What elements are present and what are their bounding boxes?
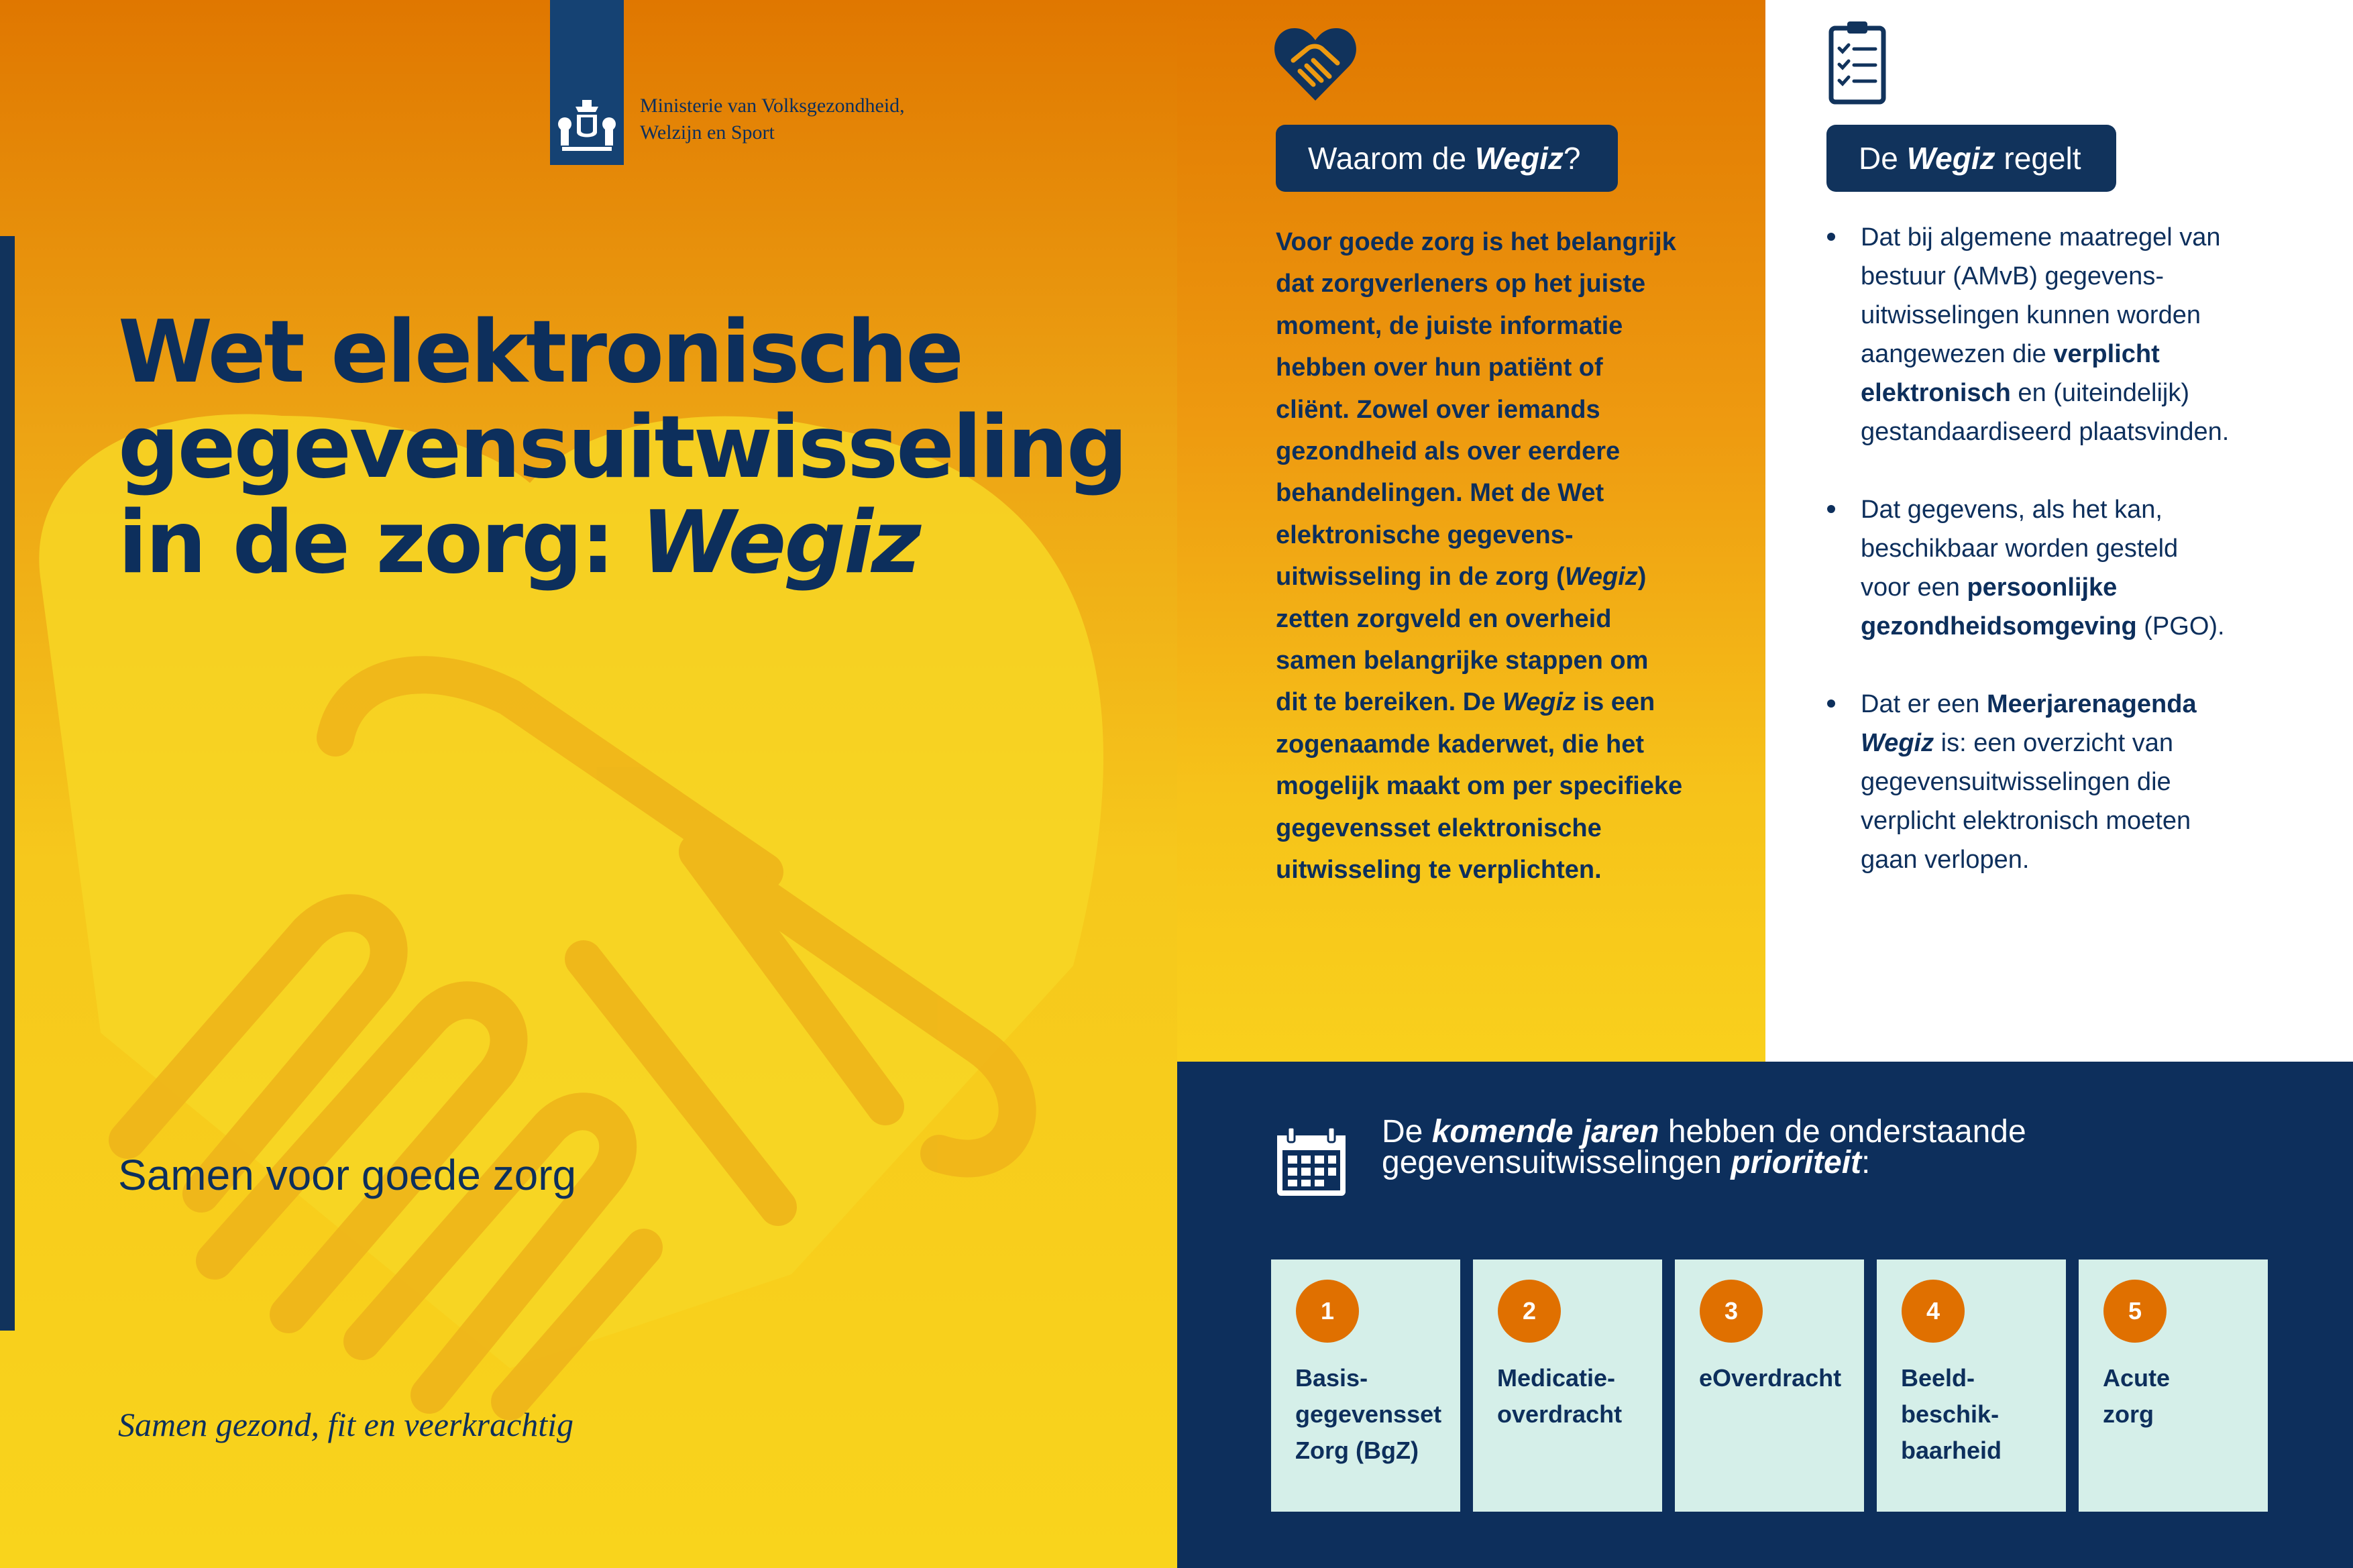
- rules-bullet-2: [1826, 490, 2336, 646]
- why-line: hebben over hun patiënt of: [1276, 353, 1603, 382]
- priorities-em: prioriteit: [1731, 1145, 1862, 1180]
- rules-list: [1826, 218, 2336, 918]
- rules-line: beschikbaar worden gesteld: [1861, 535, 2179, 563]
- crest-icon: [550, 97, 624, 154]
- rules-line: Dat gegevens, als het kan,: [1861, 496, 2163, 524]
- title-line-1: Wet elektronische: [118, 302, 963, 402]
- ministry-line-1: Ministerie van Volksgezondheid,: [640, 95, 905, 117]
- logo-ribbon: [550, 0, 624, 165]
- why-line: dat zorgverleners op het juiste: [1276, 270, 1646, 298]
- rules-line: [1861, 685, 2336, 724]
- priorities-text: De: [1382, 1114, 1432, 1150]
- priority-number-badge: 2: [1498, 1280, 1561, 1343]
- why-wegiz: Wegiz: [1564, 563, 1638, 592]
- why-heading: [1276, 125, 1618, 192]
- rules-line: uitwisselingen kunnen worden: [1861, 301, 2201, 329]
- heart-handshake-icon: [1273, 25, 1358, 103]
- priority-label-line: Beeld-: [1901, 1364, 1975, 1392]
- priority-label-line: Basis-: [1295, 1364, 1368, 1392]
- rules-bold: elektronisch: [1861, 379, 2011, 407]
- rules-heading-prefix: De: [1859, 141, 1907, 176]
- title-line-2: gegevensuitwisseling: [118, 398, 1126, 498]
- why-panel: [1177, 0, 1765, 1062]
- why-line: cliënt. Zowel over iemands: [1276, 395, 1600, 424]
- why-text: ): [1637, 563, 1647, 592]
- priority-label: [1295, 1360, 1456, 1469]
- rules-line: gestandaardiseerd plaatsvinden.: [1861, 418, 2230, 446]
- rules-text: voor een: [1861, 573, 1967, 602]
- why-line: Voor goede zorg is het belangrijk: [1276, 228, 1676, 256]
- priorities-text: gegevensuitwisselingen: [1382, 1145, 1731, 1180]
- priorities-panel: [1177, 1062, 2353, 1568]
- priorities-text: :: [1861, 1145, 1871, 1180]
- why-text: uitwisseling in de zorg (: [1276, 563, 1565, 592]
- rules-line: verplicht elektronisch moeten: [1861, 807, 2191, 835]
- priority-label-line: baarheid: [1901, 1437, 2002, 1464]
- priority-number-badge: 3: [1700, 1280, 1763, 1343]
- rules-text: en (uiteindelijk): [2010, 379, 2190, 407]
- why-wegiz: Wegiz: [1502, 688, 1576, 717]
- why-line: moment, de juiste informatie: [1276, 311, 1623, 340]
- rules-heading-suffix: regelt: [1995, 141, 2081, 176]
- rules-panel: [1765, 0, 2353, 1062]
- priorities-heading-line-2: [1382, 1147, 2321, 1178]
- rules-heading-wegiz: Wegiz: [1906, 141, 1995, 176]
- rules-line: [1861, 607, 2336, 646]
- rules-text: aangewezen die: [1861, 340, 2054, 368]
- rules-line: [1861, 568, 2336, 607]
- priority-label-line: Medicatie-: [1497, 1364, 1616, 1392]
- why-heading-wegiz: Wegiz: [1474, 141, 1564, 176]
- subtitle: Samen voor goede zorg: [118, 1151, 577, 1199]
- why-line: zetten zorgveld en overheid: [1276, 604, 1612, 633]
- rules-bullet-1: [1826, 218, 2336, 451]
- why-line: [1276, 681, 1745, 723]
- why-line: gegevensset elektronische: [1276, 814, 1602, 842]
- rules-line: gegevensuitwisselingen die: [1861, 768, 2171, 796]
- priorities-heading-line-1: [1382, 1114, 2321, 1150]
- priority-label-line: gegevensset: [1295, 1400, 1442, 1428]
- ministry-name: [640, 93, 989, 146]
- priority-label: [1699, 1360, 1860, 1396]
- priority-label-line: Acute: [2103, 1364, 2171, 1392]
- why-line: elektronische gegevens-: [1276, 520, 1574, 549]
- priorities-heading: [1382, 1114, 2321, 1180]
- rules-bold: verplicht: [2053, 340, 2160, 368]
- title-line-3-text: in de zorg:: [118, 493, 641, 593]
- why-line: mogelijk maakt om per specifieke: [1276, 772, 1683, 801]
- priority-card-2: [1473, 1259, 1662, 1512]
- rules-bullet-3: [1826, 685, 2336, 879]
- priority-number-badge: 1: [1296, 1280, 1359, 1343]
- priority-label-line: eOverdracht: [1699, 1364, 1842, 1392]
- why-line: zogenaamde kaderwet, die het: [1276, 730, 1645, 759]
- priorities-em: komende jaren: [1431, 1114, 1659, 1150]
- rules-bold: persoonlijke: [1967, 573, 2118, 602]
- why-paragraph: [1276, 221, 1745, 891]
- priority-card-1: [1271, 1259, 1460, 1512]
- why-line: gezondheid als over eerdere: [1276, 437, 1621, 466]
- rules-text: (PGO).: [2136, 612, 2225, 640]
- priority-card-4: [1877, 1259, 2066, 1512]
- clipboard-checklist-icon: [1828, 19, 1886, 105]
- priority-label: [1901, 1360, 2062, 1469]
- left-accent-bar: [0, 236, 15, 1331]
- priority-label: [2103, 1360, 2264, 1433]
- rules-text: Dat er een: [1861, 690, 1987, 718]
- why-text: dit te bereiken. De: [1276, 688, 1502, 717]
- rules-line: gaan verlopen.: [1861, 846, 2030, 874]
- why-text: is een: [1575, 688, 1655, 717]
- rules-line: bestuur (AMvB) gegevens-: [1861, 262, 2164, 290]
- priority-label-line: Zorg (BgZ): [1295, 1437, 1419, 1464]
- priority-label: [1497, 1360, 1658, 1433]
- title-wegiz: Wegiz: [641, 493, 920, 593]
- rules-line: [1861, 374, 2336, 412]
- page-title: [118, 302, 1138, 593]
- priority-label-line: beschik-: [1901, 1400, 2000, 1428]
- rules-bold: Meerjarenagenda: [1987, 690, 2197, 718]
- priority-label-line: overdracht: [1497, 1400, 1623, 1428]
- tagline: Samen gezond, fit en veerkrachtig: [118, 1406, 573, 1443]
- rules-line: [1861, 724, 2336, 763]
- priority-number-badge: 4: [1902, 1280, 1965, 1343]
- why-line: uitwisseling te verplichten.: [1276, 856, 1602, 885]
- priorities-text: hebben de onderstaande: [1659, 1114, 2026, 1150]
- priority-number-badge: 5: [2103, 1280, 2167, 1343]
- title-line-3: [118, 493, 1138, 593]
- rules-line: [1861, 335, 2336, 374]
- calendar-icon: [1274, 1126, 1348, 1198]
- rules-bold: gezondheidsomgeving: [1861, 612, 2137, 640]
- why-line: [1276, 556, 1745, 598]
- why-line: samen belangrijke stappen om: [1276, 647, 1649, 675]
- priority-card-3: [1675, 1259, 1864, 1512]
- why-line: behandelingen. Met de Wet: [1276, 479, 1604, 508]
- rules-line: Dat bij algemene maatregel van: [1861, 223, 2221, 251]
- priority-card-5: [2079, 1259, 2268, 1512]
- rules-text: is: een overzicht van: [1934, 729, 2174, 757]
- why-heading-suffix: ?: [1563, 141, 1581, 176]
- why-heading-prefix: Waarom de: [1308, 141, 1475, 176]
- rules-heading: [1826, 125, 2116, 192]
- rules-wegiz: Wegiz: [1861, 729, 1934, 757]
- priority-label-line: zorg: [2103, 1400, 2154, 1428]
- ministry-line-2: Welzijn en Sport: [640, 121, 775, 144]
